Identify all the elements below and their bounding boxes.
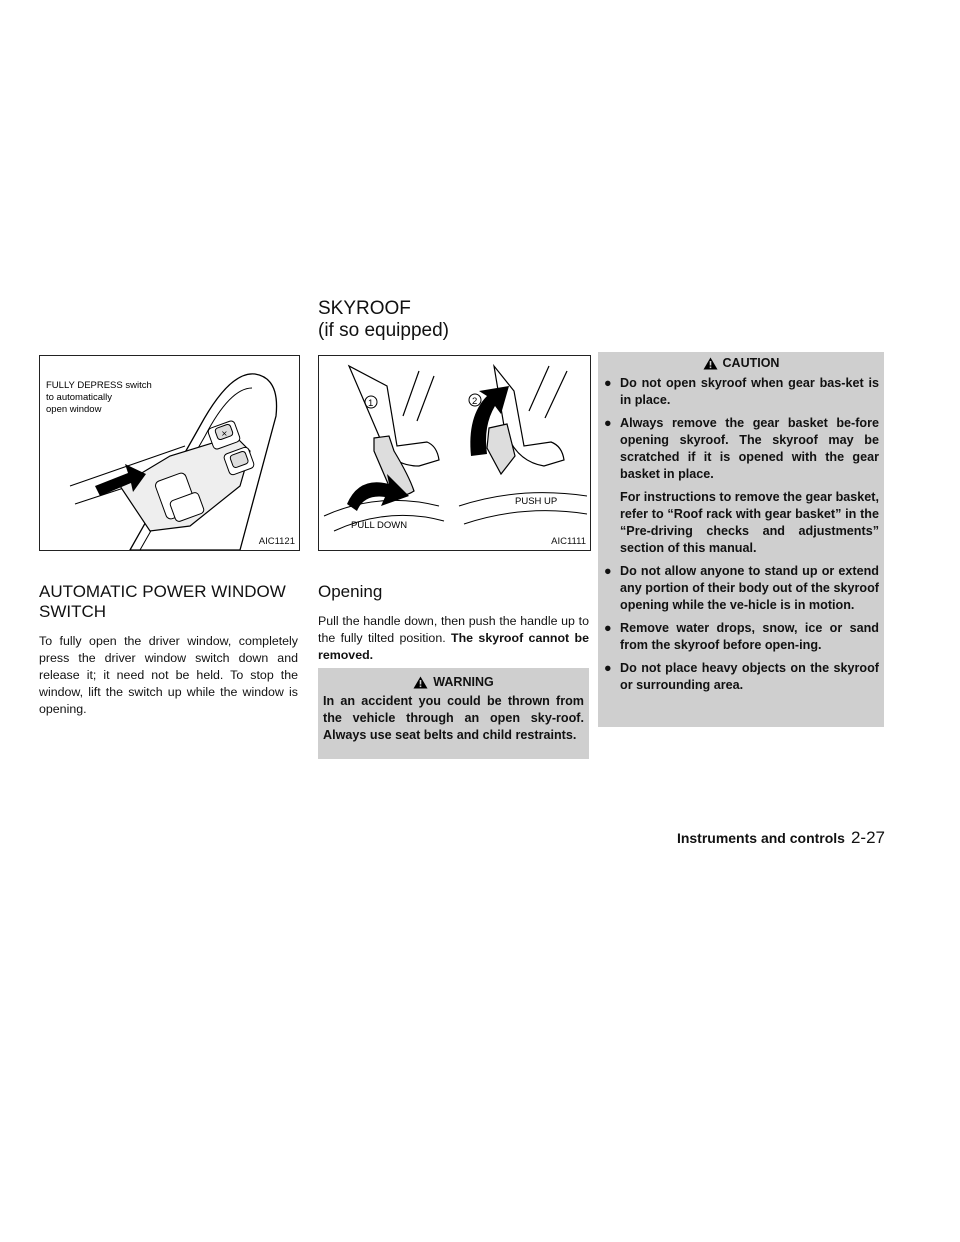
- push-up-label: PUSH UP: [515, 496, 558, 507]
- auto-window-section: [39, 582, 298, 718]
- caution-item-1-text: Do not open skyroof when gear bas-ket is in place.: [620, 376, 879, 407]
- page-footer: [660, 828, 885, 848]
- skyroof-title-line1: SKYROOF: [318, 298, 411, 319]
- caution-bullet: ●: [604, 564, 612, 578]
- callout-2-label: 2: [472, 396, 478, 407]
- caution-bullet: ●: [604, 376, 612, 390]
- caution-item: [601, 620, 879, 654]
- figure-left-label-line-3: open window: [46, 404, 102, 415]
- caution-triangle-icon: [703, 357, 718, 370]
- caution-box: [598, 352, 884, 727]
- warning-box: [318, 668, 589, 759]
- caution-bullet: ●: [604, 621, 612, 635]
- opening-body-bold: The skyroof cannot be removed.: [318, 631, 589, 662]
- auto-window-heading: [39, 582, 298, 622]
- opening-heading: Opening: [318, 582, 383, 601]
- caution-title-label: CAUTION: [722, 356, 780, 370]
- auto-window-heading-line1: AUTOMATIC POWER WINDOW: [39, 582, 286, 601]
- warning-triangle-icon: [413, 676, 428, 689]
- skyroof-handle-illustration: [319, 356, 590, 550]
- skyroof-handle-figure: [318, 355, 591, 551]
- warning-title: [318, 668, 589, 689]
- footer-page-number: 2-27: [850, 828, 885, 847]
- caution-item: [601, 415, 879, 557]
- opening-section: [318, 582, 589, 664]
- skyroof-section-title: [318, 298, 618, 342]
- caution-item: [601, 375, 879, 409]
- power-window-switch-figure: [39, 355, 300, 551]
- figure-mid-id: AIC1111: [551, 536, 586, 547]
- figure-left-label-line-1: FULLY DEPRESS switch: [46, 380, 152, 391]
- callout-1-label: 1: [368, 398, 374, 409]
- caution-item-3-text: Do not allow anyone to stand up or extend any portion of their body out of the skyroof opening while the ve-hicle is in motion.: [620, 564, 879, 612]
- caution-bullet: ●: [604, 416, 612, 430]
- warning-title-label: WARNING: [433, 675, 494, 689]
- figure-left-id: AIC1121: [258, 536, 295, 547]
- figure-left-label-line-2: to automatically: [46, 392, 113, 403]
- pull-down-label: PULL DOWN: [351, 520, 408, 531]
- auto-window-body: To fully open the driver window, completely press the driver window switch down and release it; it need not be held. To stop the window, lift the switch up while the window is opening.: [39, 634, 298, 716]
- warning-text: In an accident you could be thrown from the vehicle through an open sky-roof. Always use seat belts and child restraints.: [323, 694, 584, 742]
- caution-item-4-text: Remove water drops, snow, ice or sand from the skyroof before open-ing.: [620, 621, 879, 652]
- caution-bullet: ●: [604, 661, 612, 675]
- caution-item-2-subtext: For instructions to remove the gear basket, refer to “Roof rack with gear basket” in the “Pre-driving checks and adjustments” section of this manual.: [620, 490, 879, 555]
- skyroof-title-line2: (if so equipped): [318, 320, 449, 341]
- caution-item-2-text: Always remove the gear basket be-fore opening skyroof. The skyroof may be scratched if it is opened with the gear basket in place.: [620, 416, 879, 481]
- auto-window-heading-line2: SWITCH: [39, 602, 107, 621]
- opening-body: [318, 613, 589, 664]
- svg-text:×: ×: [221, 429, 228, 438]
- footer-section-label: Instruments and controls: [676, 830, 845, 846]
- caution-item: [601, 660, 879, 694]
- opening-body-text: Pull the handle down, then push the handle up to the fully tilted position.: [318, 614, 589, 645]
- caution-title: [598, 352, 884, 370]
- caution-list: [598, 370, 884, 694]
- power-window-switch-illustration: [40, 356, 299, 550]
- caution-item-5-text: Do not place heavy objects on the skyroof or surrounding area.: [620, 661, 879, 692]
- caution-item: [601, 563, 879, 614]
